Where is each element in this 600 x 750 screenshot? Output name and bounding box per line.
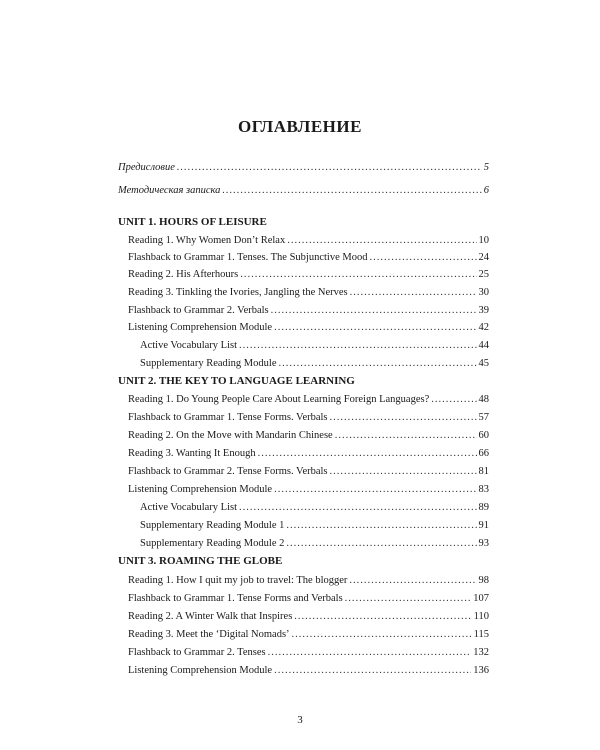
toc-entry-label: Flashback to Grammar 1. Tenses. The Subjunctive Mood <box>128 252 368 263</box>
toc-entry-label: Предисловие <box>118 162 175 173</box>
toc-leader-dots <box>268 646 472 659</box>
toc-leader-dots <box>286 537 476 550</box>
toc-entry-label: Supplementary Reading Module 2 <box>140 538 285 549</box>
toc-entry-page: 60 <box>478 430 489 441</box>
toc-entry[interactable] <box>128 646 489 659</box>
toc-entry-page: 57 <box>478 412 489 423</box>
toc-entry[interactable] <box>140 339 489 352</box>
toc-entry[interactable] <box>128 321 489 334</box>
toc-leader-dots <box>239 501 476 514</box>
toc-entry[interactable] <box>128 234 489 247</box>
toc-leader-dots <box>177 161 482 174</box>
toc-entry-page: 93 <box>478 538 489 549</box>
toc-entry-page: 107 <box>473 593 489 604</box>
toc-entry-page: 89 <box>478 502 489 513</box>
toc-entry-page: 136 <box>473 665 489 676</box>
toc-entry-label: Reading 1. How I quit my job to travel: The blogger <box>128 575 348 586</box>
toc-leader-dots <box>431 393 476 406</box>
toc-entry-page: 81 <box>478 466 489 477</box>
toc-entry-label: Reading 3. Meet the ‘Digital Nomads’ <box>128 629 290 640</box>
toc-leader-dots <box>274 664 471 677</box>
toc-leader-dots <box>240 268 476 281</box>
toc-entry-label: Reading 3. Wanting It Enough <box>128 448 256 459</box>
toc-leader-dots <box>258 447 477 460</box>
toc-entry[interactable] <box>128 268 489 281</box>
toc-entry-label: Active Vocabulary List <box>140 340 238 351</box>
toc-entry-page: 45 <box>478 358 489 369</box>
toc-entry-label: Flashback to Grammar 2. Verbals <box>128 305 269 316</box>
toc-entry-page: 5 <box>483 162 489 173</box>
toc-entry[interactable] <box>128 447 489 460</box>
toc-entry-page: 6 <box>483 185 489 196</box>
unit-1-heading[interactable]: UNIT 1. HOURS OF LEISURE <box>118 216 267 228</box>
toc-leader-dots <box>369 251 476 264</box>
toc-entry-page: 39 <box>478 305 489 316</box>
toc-leader-dots <box>292 628 472 641</box>
toc-entry-label: Reading 2. His Afterhours <box>128 269 239 280</box>
toc-entry-page: 10 <box>478 235 489 246</box>
toc-entry[interactable] <box>128 304 489 317</box>
toc-entry[interactable] <box>128 429 489 442</box>
toc-leader-dots <box>287 234 476 247</box>
toc-entry[interactable] <box>128 574 489 587</box>
toc-entry-label: Reading 3. Tinkling the Ivories, Jangling the Nerves <box>128 287 348 298</box>
toc-leader-dots <box>294 610 471 623</box>
toc-entry-page: 110 <box>473 611 489 622</box>
toc-entry-label: Flashback to Grammar 2. Tense Forms. Verbals <box>128 466 328 477</box>
page-title: ОГЛАВЛЕНИЕ <box>238 117 362 136</box>
toc-entry-page: 48 <box>478 394 489 405</box>
toc-entry[interactable] <box>140 519 489 532</box>
toc-entry-page: 83 <box>478 484 489 495</box>
toc-leader-dots <box>345 592 472 605</box>
toc-entry-page: 30 <box>478 287 489 298</box>
toc-entry-page: 66 <box>478 448 489 459</box>
toc-entry-label: Reading 1. Why Women Don’t Relax <box>128 235 286 246</box>
toc-entry[interactable] <box>140 501 489 514</box>
toc-entry-page: 25 <box>478 269 489 280</box>
toc-leader-dots <box>286 519 476 532</box>
toc-entry-page: 44 <box>478 340 489 351</box>
toc-entry-page: 132 <box>473 647 489 658</box>
toc-entry-page: 42 <box>478 322 489 333</box>
toc-entry-methodical-note[interactable] <box>118 184 489 197</box>
toc-leader-dots <box>278 357 476 370</box>
toc-leader-dots <box>274 483 476 496</box>
toc-entry-page: 24 <box>478 252 489 263</box>
toc-entry-label: Методическая записка <box>118 185 221 196</box>
toc-entry-label: Flashback to Grammar 1. Tense Forms and Verbals <box>128 593 343 604</box>
toc-entry[interactable] <box>140 537 489 550</box>
toc-leader-dots <box>335 429 477 442</box>
toc-entry[interactable] <box>128 664 489 677</box>
toc-entry-page: 98 <box>478 575 489 586</box>
toc-entry[interactable] <box>128 465 489 478</box>
toc-entry[interactable] <box>128 411 489 424</box>
toc-entry-label: Reading 2. On the Move with Mandarin Chinese <box>128 430 333 441</box>
toc-entry[interactable] <box>128 592 489 605</box>
toc-entry-label: Listening Comprehension Module <box>128 322 273 333</box>
toc-entry-label: Active Vocabulary List <box>140 502 238 513</box>
toc-entry-label: Flashback to Grammar 2. Tenses <box>128 647 266 658</box>
toc-entry[interactable] <box>128 393 489 406</box>
toc-leader-dots <box>222 184 481 197</box>
toc-entry[interactable] <box>140 357 489 370</box>
toc-entry[interactable] <box>128 251 489 264</box>
toc-entry-label: Reading 2. A Winter Walk that Inspires <box>128 611 293 622</box>
toc-leader-dots <box>350 286 477 299</box>
toc-entry-label: Listening Comprehension Module <box>128 665 273 676</box>
toc-leader-dots <box>349 574 476 587</box>
toc-entry-page: 91 <box>478 520 489 531</box>
toc-entry-preface[interactable] <box>118 161 489 174</box>
toc-entry-label: Listening Comprehension Module <box>128 484 273 495</box>
unit-3-heading[interactable]: UNIT 3. ROAMING THE GLOBE <box>118 555 283 567</box>
toc-entry[interactable] <box>128 610 489 623</box>
toc-entry[interactable] <box>128 628 489 641</box>
toc-entry-label: Flashback to Grammar 1. Tense Forms. Verbals <box>128 412 328 423</box>
toc-leader-dots <box>330 465 477 478</box>
toc-leader-dots <box>239 339 476 352</box>
unit-2-heading[interactable]: UNIT 2. THE KEY TO LANGUAGE LEARNING <box>118 375 355 387</box>
toc-entry-label: Supplementary Reading Module <box>140 358 277 369</box>
toc-entry[interactable] <box>128 483 489 496</box>
toc-leader-dots <box>274 321 476 334</box>
toc-entry-label: Reading 1. Do Young People Care About Learning Foreign Languages? <box>128 394 430 405</box>
toc-entry[interactable] <box>128 286 489 299</box>
toc-leader-dots <box>271 304 477 317</box>
toc-entry-page: 115 <box>473 629 489 640</box>
toc-entry-label: Supplementary Reading Module 1 <box>140 520 285 531</box>
page-number: 3 <box>297 714 303 726</box>
toc-leader-dots <box>330 411 477 424</box>
